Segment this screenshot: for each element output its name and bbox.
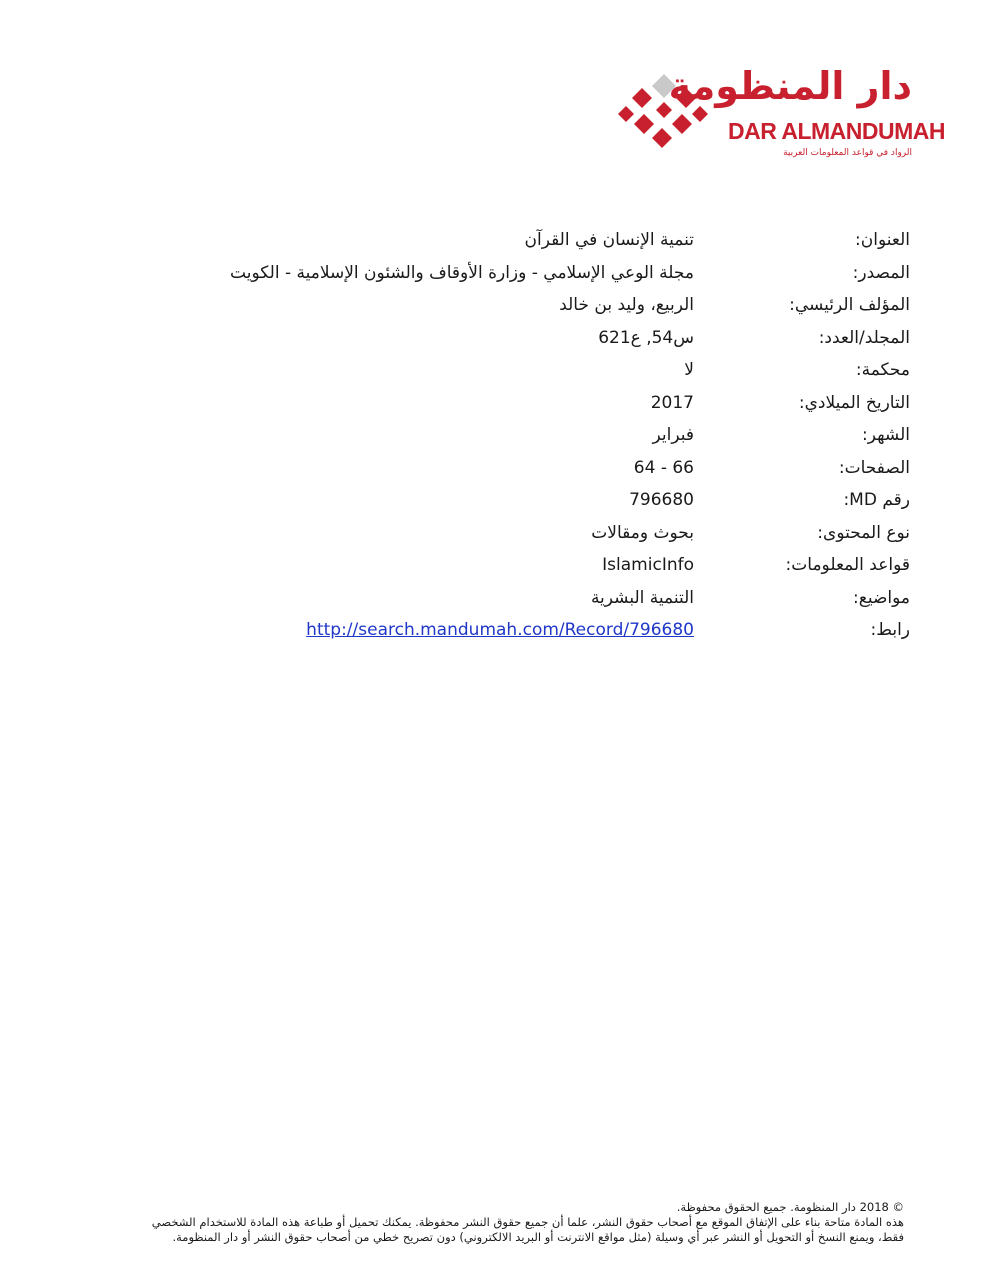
volume-label: المجلد/العدد: xyxy=(818,327,910,348)
content-type-label: نوع المحتوى: xyxy=(817,522,910,543)
title-value: تنمية الإنسان في القرآن xyxy=(524,230,694,250)
row-subjects xyxy=(100,582,910,615)
source-label: المصدر: xyxy=(852,262,910,283)
row-source xyxy=(100,257,910,290)
volume-value: س54, ع621 xyxy=(598,327,694,348)
databases-label: قواعد المعلومات: xyxy=(785,555,910,575)
year-label: التاريخ الميلادي: xyxy=(798,392,910,413)
content-type-value: بحوث ومقالات xyxy=(591,522,694,543)
subjects-value: التنمية البشرية xyxy=(590,587,694,608)
row-volume xyxy=(100,322,910,355)
row-content-type xyxy=(100,517,910,550)
logo-latin-name: DAR ALMANDUMAH xyxy=(728,118,946,144)
usage-terms-line-1: هذه المادة متاحة بناء على الإتفاق الموقع مع أصحاب حقوق النشر، علما أن جميع حقوق النشر محفوظة. يمكنك تحميل أو طباعة هذه المادة للاستخدام الشخصي xyxy=(151,1215,904,1229)
md-number-label: رقم MD: xyxy=(843,490,910,510)
author-value: الربيع، وليد بن خالد xyxy=(559,295,694,315)
row-pages xyxy=(100,452,910,485)
md-number-value: 796680 xyxy=(629,490,694,510)
copyright-footer xyxy=(60,1200,904,1245)
row-link xyxy=(100,614,910,647)
record-link[interactable]: http://search.mandumah.com/Record/796680 xyxy=(306,620,694,640)
databases-value: IslamicInfo xyxy=(602,555,694,575)
author-label: المؤلف الرئيسي: xyxy=(789,295,910,315)
copyright-line: © 2018 دار المنظومة. جميع الحقوق محفوظة. xyxy=(676,1200,904,1214)
month-value: فبراير xyxy=(652,425,694,445)
peer-reviewed-label: محكمة: xyxy=(855,360,910,380)
row-md-number xyxy=(100,484,910,517)
pages-label: الصفحات: xyxy=(838,457,910,478)
pages-value: 64 - 66 xyxy=(633,457,694,478)
month-label: الشهر: xyxy=(861,425,910,445)
row-title xyxy=(100,224,910,257)
link-value-container xyxy=(114,618,694,642)
row-peer-reviewed xyxy=(100,354,910,387)
logo-tagline: الرواد في قواعد المعلومات العربية xyxy=(783,148,912,158)
year-value: 2017 xyxy=(650,392,694,413)
row-databases xyxy=(100,549,910,582)
row-year xyxy=(100,387,910,420)
record-metadata xyxy=(100,224,910,647)
source-value: مجلة الوعي الإسلامي - وزارة الأوقاف والشئون الإسلامية - الكويت xyxy=(230,262,694,283)
logo-arabic-name: دار المنظومة xyxy=(668,64,912,108)
subjects-label: مواضيع: xyxy=(853,587,910,608)
publisher-logo xyxy=(612,64,946,170)
peer-reviewed-value: لا xyxy=(684,360,694,380)
link-label: رابط: xyxy=(870,620,910,640)
title-label: العنوان: xyxy=(855,230,910,250)
row-month xyxy=(100,419,910,452)
row-author xyxy=(100,289,910,322)
usage-terms-line-2: فقط، ويمنع النسخ أو التحويل أو النشر عبر أي وسيلة (مثل مواقع الانترنت أو البريد الالكتروني) دون تصريح خطي من أصحاب حقوق النشر أو دار المنظومة. xyxy=(172,1230,904,1244)
